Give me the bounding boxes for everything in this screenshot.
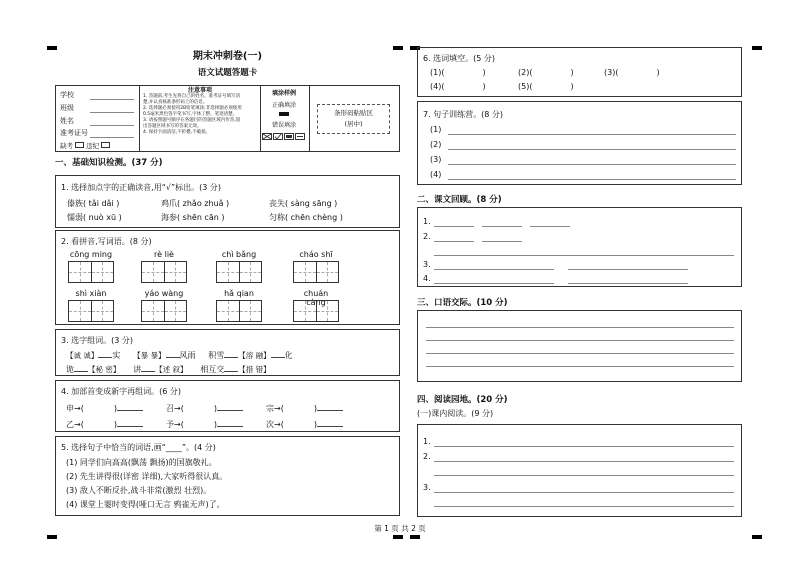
q1-item: 傣族( tǎi dǎi ) [67,199,120,208]
question-4-box [55,380,400,432]
section-3-box [417,310,742,382]
s4-item: 3. [423,483,431,492]
notice-panel [139,86,261,151]
answer-line[interactable] [434,446,734,447]
q3-row-2: 诡 【秘 密】 讲 【述 叙】 相互交 【措 错】 [66,365,271,374]
q1-item: 海参( shēn cān ) [161,213,225,222]
answer-line[interactable] [434,226,474,227]
q6-item: (5)( ) [518,82,574,91]
q1-item: 鸡爪( zhǎo zhuǎ ) [161,199,230,208]
alignment-mark [47,535,57,539]
answer-line[interactable] [482,241,522,242]
alignment-mark [410,535,420,539]
q6-item: (1)( ) [430,68,486,77]
section-1-title: 一、基础知识检测。(37 分) [55,158,163,168]
answer-line[interactable] [448,179,736,180]
section-4-subtitle: (一)课内阅读。(9 分) [417,409,494,418]
correct-fill-label: 正确填涂 [271,102,296,109]
notice-line: 2. 选择题必须使用2B铅笔填涂;非选择题必须使用 [143,106,242,111]
answer-line[interactable] [434,506,734,507]
question-7-title: 7. 句子训练营。(8 分) [423,110,504,119]
answer-line[interactable] [426,327,734,328]
correct-fill-icon [279,112,289,116]
notice-line: 4. 保持卡面清洁,不折叠,不破损。 [143,130,211,135]
answer-line[interactable] [434,283,554,284]
pinyin-label: cōng ming [69,250,113,259]
class-label: 班级 [60,104,74,112]
class-field[interactable] [90,112,134,113]
fill-sample [259,86,310,151]
answer-line[interactable] [568,283,688,284]
notice-line: 3. 请按照题号顺序在各题目的答题区域内作答,超 [143,118,241,123]
character-grid[interactable] [68,300,114,322]
q7-item: (2) [430,140,442,149]
notice-line: 0.5毫米黑色签字笔书写,字体工整、笔迹清楚。 [143,112,238,117]
question-6-title: 6. 选词填空。(5 分) [423,54,496,63]
answer-line[interactable] [434,241,474,242]
q7-item: (4) [430,170,442,179]
question-2-box [55,230,400,325]
s4-item: 1. [423,437,431,446]
page-title: 期末冲刺卷(一) [192,51,263,62]
question-5-title: 5. 选择句子中恰当的词语,画“____”。(4 分) [61,443,216,452]
answer-line[interactable] [426,353,734,354]
answer-line[interactable] [434,475,734,476]
q1-item: 丧失( sàng sāng ) [269,199,338,208]
character-grid[interactable] [293,300,339,322]
school-label: 学校 [60,91,74,99]
s2-item: 2. [423,232,431,241]
absent-label: 缺考 违纪 [60,141,110,150]
character-grid[interactable] [216,261,262,283]
question-3-box [55,329,400,376]
q6-item: (2)( ) [518,68,574,77]
violation-checkbox[interactable] [101,142,110,148]
pinyin-label: chì bǎng [221,250,257,259]
answer-line[interactable] [426,340,734,341]
pinyin-label: hǎ qian [224,289,254,298]
q7-item: (1) [430,125,442,134]
q4-item: 召→( ) [166,402,243,414]
q1-item: 懦弱( nuò xū ) [67,213,122,222]
wrong-fill-icon [262,133,306,140]
character-grid[interactable] [293,261,339,283]
q4-item: 宗→( ) [266,402,343,414]
q5-sentence: (3) 敌人不断反扑,战斗非常(激烈 壮烈)。 [66,486,212,495]
character-grid[interactable] [68,261,114,283]
question-6-box [417,47,742,97]
alignment-mark [752,535,762,539]
name-label: 姓名 [60,117,74,125]
alignment-mark [752,46,762,50]
answer-line[interactable] [568,269,688,270]
barcode-label: 条形码粘贴区 [334,109,373,117]
q1-item: 匀称( chēn chèng ) [269,213,343,222]
question-5-box [55,436,400,516]
question-7-box [417,101,742,185]
answer-line[interactable] [448,149,736,150]
answer-line[interactable] [530,226,570,227]
question-3-title: 3. 选字组词。(3 分) [61,336,134,345]
answer-line[interactable] [448,134,736,135]
fill-sample-title: 填涂样例 [271,90,296,97]
question-1-box [55,175,400,228]
question-1-title: 1. 选择加点字的正确读音,用“√”标出。(3 分) [61,183,221,192]
q5-sentence: (2) 先生讲得很(详密 详细),大家听得很认真。 [66,472,228,481]
notice-line: 出答题区域书写的答案无效。 [143,124,202,129]
character-grid[interactable] [141,261,187,283]
wrong-fill-label: 错误填涂 [271,122,296,129]
wrong-fill-icons [259,133,309,140]
q4-item: 次→( ) [266,418,343,430]
q6-item: (3)( ) [604,68,660,77]
q4-item: 申→( ) [66,402,143,414]
notice-line: 1. 答题前,考生先将自己的姓名、准考证号填写清 [143,94,241,99]
answer-line[interactable] [434,269,554,270]
pinyin-label: cháo shī [299,250,333,259]
q5-sentence: (4) 课堂上霎时变得(哑口无言 鸦雀无声)了。 [66,500,225,509]
pinyin-label: chuán càng [303,289,329,307]
name-field[interactable] [90,125,134,126]
school-field[interactable] [90,99,134,100]
answer-line[interactable] [434,255,734,256]
s4-item: 2. [423,452,431,461]
notice-line: 楚,并认真核准条形码上的信息。 [143,100,208,105]
answer-line[interactable] [448,164,736,165]
question-4-title: 4. 加部首变成新字再组词。(6 分) [61,387,182,396]
exam-no-label: 准考证号 [60,129,88,137]
q5-sentence: (1) 同学们向高高(飘荡 飘扬)的国旗敬礼。 [66,458,217,467]
s2-item: 4. [423,274,431,283]
section-4-title: 四、阅读园地。(20 分) [417,395,508,405]
answer-line[interactable] [426,366,734,367]
character-grid[interactable] [141,300,187,322]
section-2-box [417,207,742,287]
q4-item: 予→( ) [166,418,243,430]
pinyin-label: yáo wàng [144,289,184,298]
pinyin-label: rè liè [154,250,174,259]
section-2-title: 二、课文回顾。(8 分) [417,195,502,205]
barcode-sublabel: (居中) [344,120,363,128]
question-2-title: 2. 看拼音,写词语。(8 分) [61,237,152,246]
alignment-mark [393,535,403,539]
answer-line[interactable] [434,461,734,462]
page-number: 第 1 页 共 2 页 [374,524,426,533]
info-panel [55,85,400,152]
section-4-box [417,424,742,517]
page-subtitle: 语文试题答题卡 [197,68,258,78]
q6-item: (4)( ) [430,82,486,91]
s2-item: 3. [423,260,431,269]
answer-line[interactable] [482,226,522,227]
section-3-title: 三、口语交际。(10 分) [417,298,508,308]
character-grid[interactable] [216,300,262,322]
q4-item: 乙→( ) [66,418,143,430]
notice-title: 注意事项 [187,87,212,94]
pinyin-label: shì xiàn [75,289,107,298]
q3-row-1: 【诚 诚】 实 【暴 暴】 风雨 积雪 【溶 融】 化 [66,351,293,360]
q7-item: (3) [430,155,442,164]
s2-item: 1. [423,217,431,226]
exam-no-field[interactable] [90,137,134,138]
answer-line[interactable] [434,492,734,493]
absent-checkbox[interactable] [75,142,84,148]
barcode-area [317,104,390,134]
